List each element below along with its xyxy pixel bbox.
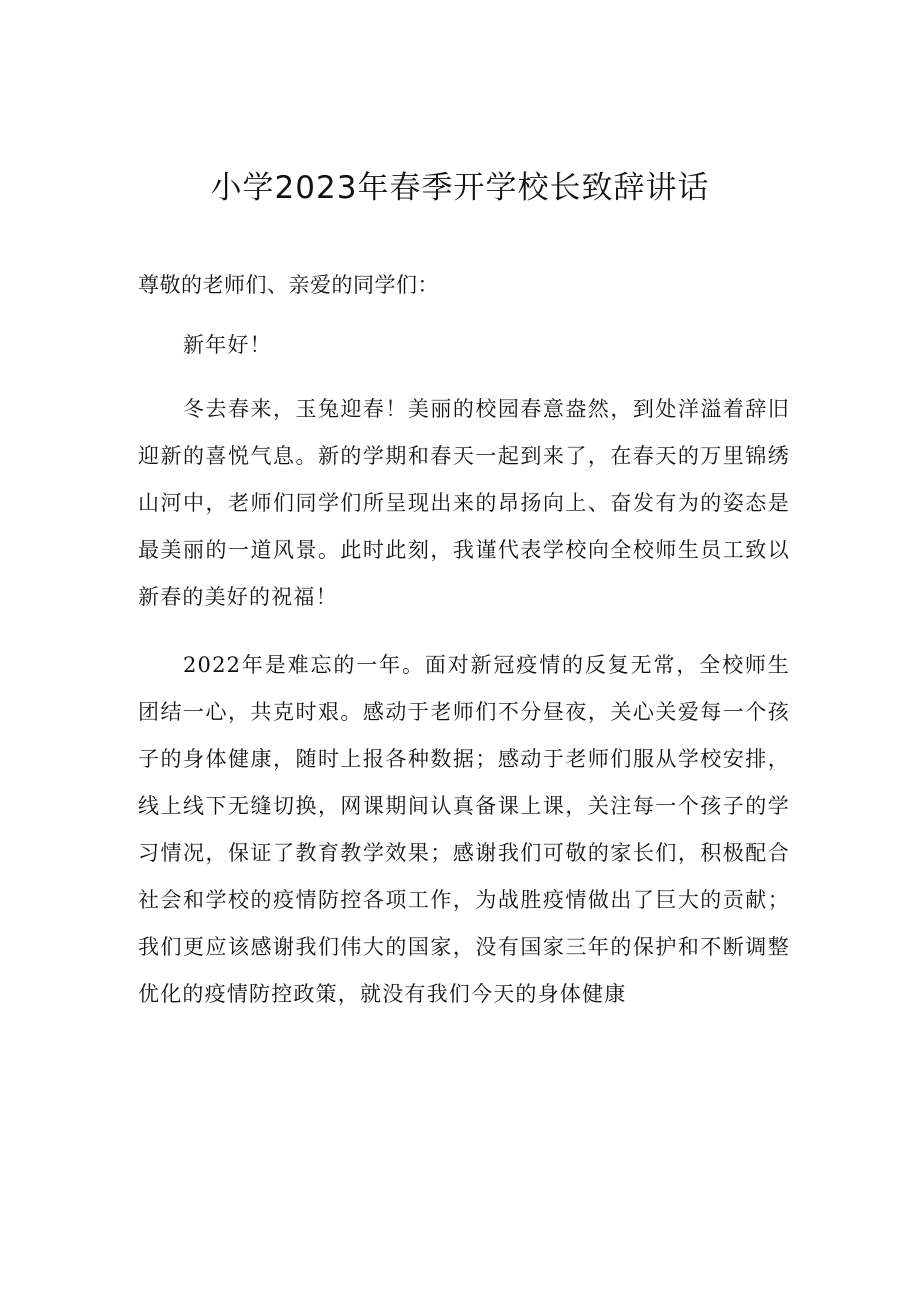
salutation: 尊敬的老师们、亲爱的同学们： <box>138 273 439 297</box>
document-body <box>138 262 790 1039</box>
paragraph-2022-review: 2022年是难忘的一年。面对新冠疫情的反复无常，全校师生团结一心，共克时艰。感动于老师们不分昼夜，关心关爱每一个孩子的身体健康，随时上报各种数据；感动于老师们服从学校安排，线上线下无缝切换，网课期间认真备课上课，关注每一个孩子的学习情况，保证了教育教学效果；感谢我们可敬的家长们，积极配合社会和学校的疫情防控各项工作，为战胜疫情做出了巨大的贡献；我们更应该感谢我们伟大的国家，没有国家三年的保护和不断调整优化的疫情防控政策，就没有我们今天的身体健康 <box>138 653 790 1006</box>
paragraph-greeting: 新年好！ <box>183 333 272 357</box>
paragraph-spring: 冬去春来，玉兔迎春！美丽的校园春意盎然，到处洋溢着辞旧迎新的喜悦气息。新的学期和春天一起到来了，在春天的万里锦绣山河中，老师们同学们所呈现出来的昂扬向上、奋发有为的姿态是最美丽的一道风景。此时此刻，我谨代表学校向全校师生员工致以新春的美好的祝福！ <box>138 397 790 609</box>
page-title: 小学2023年春季开学校长致辞讲话 <box>210 170 710 206</box>
